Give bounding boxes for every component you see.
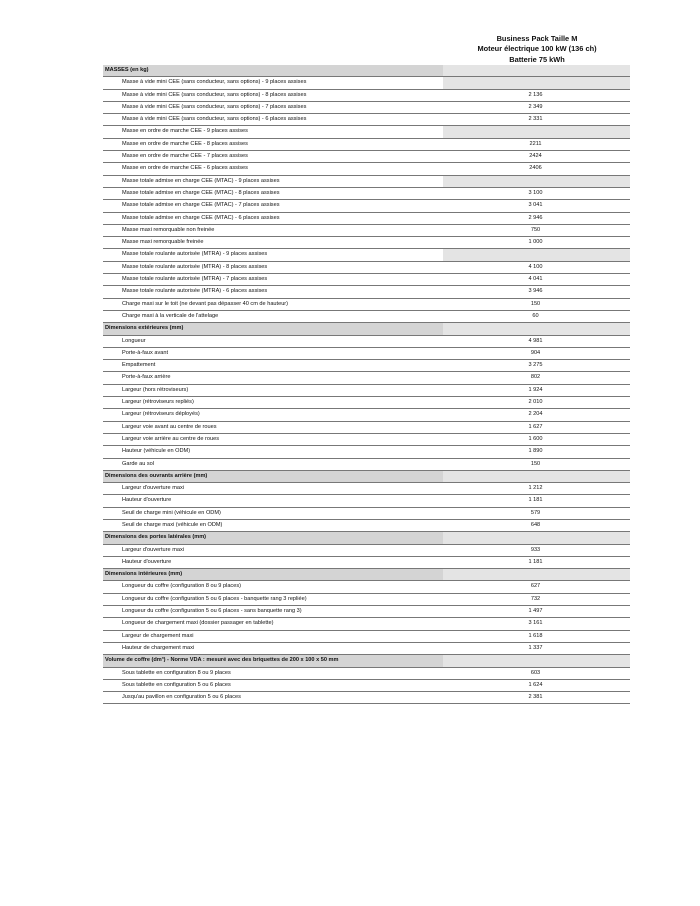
table-row <box>103 495 630 507</box>
section-title: Dimensions intérieures (mm) <box>105 571 183 578</box>
table-row <box>103 422 630 434</box>
section-header-row <box>103 65 630 77</box>
spec-label: Masse en ordre de marche CEE - 6 places assises <box>122 165 248 172</box>
spec-value: 2 381 <box>528 694 543 701</box>
spec-value: 60 <box>532 312 539 319</box>
spec-label: Masse à vide mini CEE (sans conducteur, sans options) - 7 places assises <box>122 103 307 110</box>
spec-value: 150 <box>530 300 541 307</box>
spec-label: Masse en ordre de marche CEE - 9 places assises <box>122 128 248 135</box>
spec-value <box>443 249 630 260</box>
spec-label: Porte-à-faux arrière <box>122 374 171 381</box>
spec-label: Largeur voie arrière au centre de roues <box>122 435 220 442</box>
spec-label: Largeur de chargement maxi <box>122 632 194 639</box>
section-header-row <box>103 323 630 335</box>
spec-value: 1 181 <box>528 558 543 565</box>
table-row <box>103 188 630 200</box>
spec-value <box>443 65 630 76</box>
spec-value: 1 337 <box>528 644 543 651</box>
spec-label: Largeur d'ouverture maxi <box>122 546 185 553</box>
spec-value: 1 624 <box>528 681 543 688</box>
spec-label: Masse à vide mini CEE (sans conducteur, sans options) - 8 places assises <box>122 91 307 98</box>
spec-value: 933 <box>530 546 541 553</box>
spec-value: 3 161 <box>528 620 543 627</box>
spec-value: 2406 <box>529 165 542 172</box>
spec-label: Largeur (rétroviseurs déployés) <box>122 411 200 418</box>
spec-label: Masse en ordre de marche CEE - 7 places assises <box>122 153 248 160</box>
spec-label: Masse totale admise en charge CEE (MTAC) - 8 places assises <box>122 189 280 196</box>
table-row <box>103 139 630 151</box>
spec-value <box>443 176 630 187</box>
spec-label: Seuil de charge mini (véhicule en ODM) <box>122 509 221 516</box>
spec-value: 150 <box>530 460 541 467</box>
spec-value: 904 <box>530 349 541 356</box>
spec-value: 2 136 <box>528 91 543 98</box>
spec-label: Sous tablette en configuration 8 ou 9 places <box>122 669 231 676</box>
section-title: Dimensions des ouvrants arrière (mm) <box>105 472 208 479</box>
spec-value: 1 924 <box>528 386 543 393</box>
spec-value: 4 100 <box>528 263 543 270</box>
spec-value: 603 <box>530 669 541 676</box>
spec-value: 3 946 <box>528 288 543 295</box>
section-header-row <box>103 569 630 581</box>
table-row <box>103 102 630 114</box>
spec-value: 1 212 <box>528 485 543 492</box>
spec-label: Masse totale admise en charge CEE (MTAC) - 6 places assises <box>122 214 280 221</box>
table-row <box>103 360 630 372</box>
spec-label: Masse totale admise en charge CEE (MTAC) - 9 places assises <box>122 177 280 184</box>
spec-label: Sous tablette en configuration 5 ou 6 places <box>122 681 231 688</box>
table-row <box>103 545 630 557</box>
spec-value: 1 627 <box>528 423 543 430</box>
table-row <box>103 631 630 643</box>
column-header <box>444 34 630 65</box>
spec-value <box>443 532 630 543</box>
spec-value: 4 041 <box>528 276 543 283</box>
spec-value: 2 946 <box>528 214 543 221</box>
spec-label: Charge maxi à la verticale de l'attelage <box>122 312 219 319</box>
spec-value: 1 618 <box>528 632 543 639</box>
spec-label: Hauteur (véhicule en ODM) <box>122 448 191 455</box>
spec-label: Empattement <box>122 362 156 369</box>
table-row <box>103 213 630 225</box>
spec-label: Largeur d'ouverture maxi <box>122 485 185 492</box>
spec-label: Longueur du coffre (configuration 5 ou 6 places - banquette rang 3 repliée) <box>122 595 307 602</box>
table-row <box>103 434 630 446</box>
table-row <box>103 176 630 188</box>
spec-label: Masse totale roulante autorisée (MTRA) - 9 places assises <box>122 251 268 258</box>
table-row <box>103 262 630 274</box>
table-row <box>103 668 630 680</box>
table-row <box>103 385 630 397</box>
spec-label: Masse totale admise en charge CEE (MTAC) - 7 places assises <box>122 202 280 209</box>
section-title: Volume de coffre (dm³) - Norme VDA : mesuré avec des briquettes de 200 x 100 x 50 mm <box>105 657 339 664</box>
spec-label: Longueur <box>122 337 146 344</box>
spec-value: 648 <box>530 521 541 528</box>
spec-label: Hauteur de chargement maxi <box>122 644 195 651</box>
spec-value: 4 981 <box>528 337 543 344</box>
spec-value: 1 000 <box>528 239 543 246</box>
table-row <box>103 557 630 569</box>
spec-label: Masse maxi remorquable freinée <box>122 239 204 246</box>
spec-label: Largeur (hors rétroviseurs) <box>122 386 189 393</box>
table-row <box>103 200 630 212</box>
spec-value <box>443 126 630 137</box>
spec-label: Longueur de chargement maxi (dossier passager en tablette) <box>122 620 274 627</box>
spec-value: 750 <box>530 226 541 233</box>
table-row <box>103 643 630 655</box>
table-row <box>103 409 630 421</box>
table-row <box>103 348 630 360</box>
spec-label: Largeur voie avant au centre de roues <box>122 423 217 430</box>
spec-label: Charge maxi sur le toit (ne devant pas dépasser 40 cm de hauteur) <box>122 300 289 307</box>
section-title: Dimensions extérieures (mm) <box>105 325 184 332</box>
spec-value: 2 349 <box>528 103 543 110</box>
spec-value: 1 181 <box>528 497 543 504</box>
table-row <box>103 126 630 138</box>
table-row <box>103 446 630 458</box>
spec-label: Longueur du coffre (configuration 5 ou 6 places - sans banquette rang 3) <box>122 608 302 615</box>
spec-value <box>443 471 630 482</box>
table-row <box>103 151 630 163</box>
table-row <box>103 594 630 606</box>
spec-value: 3 041 <box>528 202 543 209</box>
table-row <box>103 692 630 704</box>
spec-value <box>443 323 630 334</box>
spec-value: 627 <box>530 583 541 590</box>
header-line-battery: Batterie 75 kWh <box>509 54 565 64</box>
spec-label: Masse maxi remorquable non freinée <box>122 226 215 233</box>
spec-value: 1 497 <box>528 608 543 615</box>
section-header-row <box>103 655 630 667</box>
spec-value: 2 331 <box>528 116 543 123</box>
spec-label: Hauteur d'ouverture <box>122 558 172 565</box>
table-row <box>103 286 630 298</box>
spec-value <box>443 569 630 580</box>
spec-value: 579 <box>530 509 541 516</box>
section-title: Dimensions des portes latérales (mm) <box>105 534 207 541</box>
spec-label: Longueur du coffre (configuration 8 ou 9 places) <box>122 583 241 590</box>
spec-value: 3 100 <box>528 189 543 196</box>
table-row <box>103 336 630 348</box>
table-row <box>103 397 630 409</box>
spec-value: 2211 <box>529 140 542 147</box>
table-row <box>103 274 630 286</box>
table-row <box>103 90 630 102</box>
table-row <box>103 680 630 692</box>
header-line-model: Business Pack Taille M <box>496 34 578 43</box>
table-row <box>103 237 630 249</box>
spec-label: Hauteur d'ouverture <box>122 497 172 504</box>
spec-label: Masse totale roulante autorisée (MTRA) - 7 places assises <box>122 276 268 283</box>
table-row <box>103 459 630 471</box>
spec-label: Largeur (rétroviseurs repliés) <box>122 399 194 406</box>
section-title: MASSES (en kg) <box>105 67 149 73</box>
spec-label: Masse totale roulante autorisée (MTRA) - 6 places assises <box>122 288 268 295</box>
table-row <box>103 311 630 323</box>
spec-value: 1 890 <box>528 448 543 455</box>
table-row <box>103 299 630 311</box>
spec-value: 2 204 <box>528 411 543 418</box>
spec-value: 2424 <box>529 153 542 160</box>
spec-table <box>103 65 630 704</box>
spec-label: Garde au sol <box>122 460 155 467</box>
header-line-motor: Moteur électrique 100 kW (136 ch) <box>477 44 597 54</box>
table-row <box>103 520 630 532</box>
table-row <box>103 77 630 89</box>
spec-value: 732 <box>530 595 541 602</box>
spec-label: Masse à vide mini CEE (sans conducteur, sans options) - 9 places assises <box>122 79 307 86</box>
table-row <box>103 581 630 593</box>
section-header-row <box>103 532 630 544</box>
spec-label: Masse totale roulante autorisée (MTRA) - 8 places assises <box>122 263 268 270</box>
spec-label: Porte-à-faux avant <box>122 349 169 356</box>
table-row <box>103 372 630 384</box>
table-row <box>103 618 630 630</box>
spec-value: 3 275 <box>528 362 543 369</box>
table-row <box>103 249 630 261</box>
table-row <box>103 114 630 126</box>
spec-value: 802 <box>530 374 541 381</box>
table-row <box>103 483 630 495</box>
spec-label: Jusqu'au pavillon en configuration 5 ou 6 places <box>122 694 241 701</box>
spec-label: Masse à vide mini CEE (sans conducteur, sans options) - 6 places assises <box>122 116 307 123</box>
spec-label: Seuil de charge maxi (véhicule en ODM) <box>122 521 223 528</box>
table-row <box>103 508 630 520</box>
spec-label: Masse en ordre de marche CEE - 8 places assises <box>122 140 248 147</box>
spec-value: 1 600 <box>528 435 543 442</box>
spec-value <box>443 77 630 88</box>
table-row <box>103 606 630 618</box>
table-row <box>103 163 630 175</box>
spec-value: 2 010 <box>528 399 543 406</box>
section-header-row <box>103 471 630 483</box>
spec-value <box>443 655 630 666</box>
table-row <box>103 225 630 237</box>
